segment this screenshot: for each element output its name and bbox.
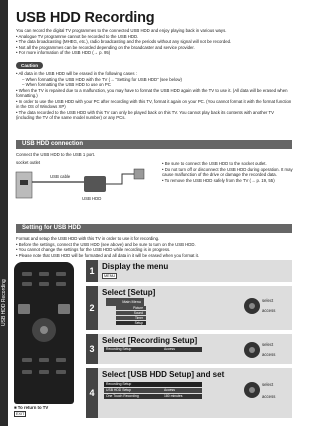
screen-row-label: Recording Setup [106,382,132,386]
remote-control-illustration [14,262,74,404]
return-to-tv-label: ■ To return to TV [14,405,49,410]
caution-item: – When formatting the USB HDD to use on PC [22,82,111,87]
screen-row-label: USB HDD Setup [106,388,132,392]
remote-button [22,282,32,286]
access-label: access [262,394,276,399]
step-title: Select [USB HDD Setup] and set [102,370,225,379]
step-1 [86,260,292,282]
menu-key-label: MENU [104,274,116,278]
connection-heading: USB HDD connection [16,140,292,149]
step-number: 3 [86,334,98,364]
menu-item-sound: Sound [116,311,146,315]
remote-button [39,272,49,276]
step-4 [86,368,292,418]
side-tab-label: USB HDD Recording [1,279,7,327]
screen-row [104,394,202,399]
caution-item: • In order to use the USB HDD with your PC after recording with this TV, format it again on your PC. (You cannot format it with the format function in the OS of Windows XP) [16,98,292,109]
step-number: 4 [86,368,98,418]
caution-badge: Caution [16,62,43,69]
remote-button [22,370,32,374]
screen-row [104,382,202,387]
main-menu-items [116,306,146,327]
remote-button [22,272,32,276]
menu-item-timer: Timer [116,316,146,320]
intro-line: • Analogue TV programme cannot be recorded to the USB HDD. [16,33,139,39]
remote-button [56,358,66,362]
select-label: select [262,382,274,387]
setting-line: • You cannot change the settings for the USB HDD while recording is in progress. [16,247,171,252]
remote-button [39,370,49,374]
setting-line: Format and setup the USB HDD with this TV in order to use it for recording. [16,236,160,241]
page-title: USB HDD Recording [16,10,155,26]
step-2 [86,286,292,330]
step-number: 1 [86,260,98,282]
screen-row-value: Access [164,388,175,392]
menu-key [18,304,30,314]
power-cable [106,174,134,184]
usb-hdd-icon [84,176,106,192]
socket-outlet-label: socket outlet [16,160,41,165]
caution-item: – When formatting the USB HDD with the TV (→ “Setting for USB HDD” (see below) [22,76,182,82]
menu-item-picture: Picture [116,306,146,310]
step-number: 2 [86,286,98,330]
socket-outlet-icon [134,169,144,179]
usb-port-icon [20,180,28,185]
exit-key-label: EXIT [16,412,25,416]
connection-diagram [14,166,160,216]
access-label: access [262,308,276,313]
screen-row-value: 180 minutes [164,394,183,398]
exit-key [58,304,70,314]
setting-line: • Before the settings, connect the USB HDD (see above) and be sure to turn on the USB HDD. [16,241,196,247]
select-label: select [262,298,274,303]
side-tab [0,0,8,426]
remote-button [39,282,49,286]
connection-note: • To remove the USB HDD safely from the TV (→ p. 19, 55) [162,177,275,183]
step-title: Display the menu [102,262,169,271]
connection-diagram-svg [14,166,160,216]
remote-button [56,272,66,276]
intro-line: • For more information of the USB HDD (→ p. 95) [16,50,111,56]
setting-heading: Setting for USB HDD [16,224,292,233]
setting-text [16,236,292,258]
screen-row-label: One Touch Recording [106,394,139,398]
ok-key [40,326,48,334]
intro-line: • The data broadcasting (MHEG, etc.), radio broadcasting and the periods without any signal will not be recorded. [16,39,232,45]
setting-line: • Please note that USB HDD will be formatted and all data in it will be erased when you format it. [16,252,200,258]
screen-row-value: Access [164,347,175,351]
step-title: Select [Setup] [102,288,156,297]
remote-button [56,282,66,286]
usb-cable-label: USB cable [50,174,71,179]
remote-button [39,358,49,362]
nav-dial-icon [244,342,260,358]
intro-line: • Not all the programmes can be recorded depending on the broadcaster and service provider. [16,44,195,50]
caution-list [16,71,292,121]
remote-button [56,370,66,374]
connection-note: • Be sure to connect the USB HDD to the socket outlet. [162,161,267,166]
connection-note: • Do not turn off or disconnect the USB HDD during operation. It may cause malfunction of the drive or damage the recorded data. [162,166,293,177]
menu-item-main: Main Menu [106,298,144,306]
caution-item: • All data in the USB HDD will be erased in the following cases : [16,71,137,76]
screen-row [104,388,202,393]
caution-item: • When the TV is repaired due to a malfunction, you may have to format the USB HDD again with the TV to use it. (All data will be erased when formatting.) [16,87,288,98]
nav-dial-icon [244,382,260,398]
usb-hdd-label: USB HDD [82,196,102,201]
connection-lead: Connect the USB HDD to the USB 1 port. [16,152,96,157]
access-label: access [262,352,276,357]
nav-dial-icon [244,298,260,314]
intro-line: You can record the digital TV programmes to the connected USB HDD and enjoy playing back in various ways. [16,28,227,33]
connection-notes [162,161,294,183]
screen-row [104,347,202,352]
caution-item: • The data recorded to the USB HDD with this TV can only be played back on this TV. You cannot play back its contents with another TV (including the TV of the same model number) or any PCs. [16,109,275,120]
screen-row-label: Recording Setup [106,347,132,351]
step-3 [86,334,292,364]
remote-button [22,358,32,362]
intro-text [16,28,292,56]
menu-item-setup: Setup [116,321,146,325]
step-title: Select [Recording Setup] [102,336,198,345]
select-label: select [262,342,274,347]
